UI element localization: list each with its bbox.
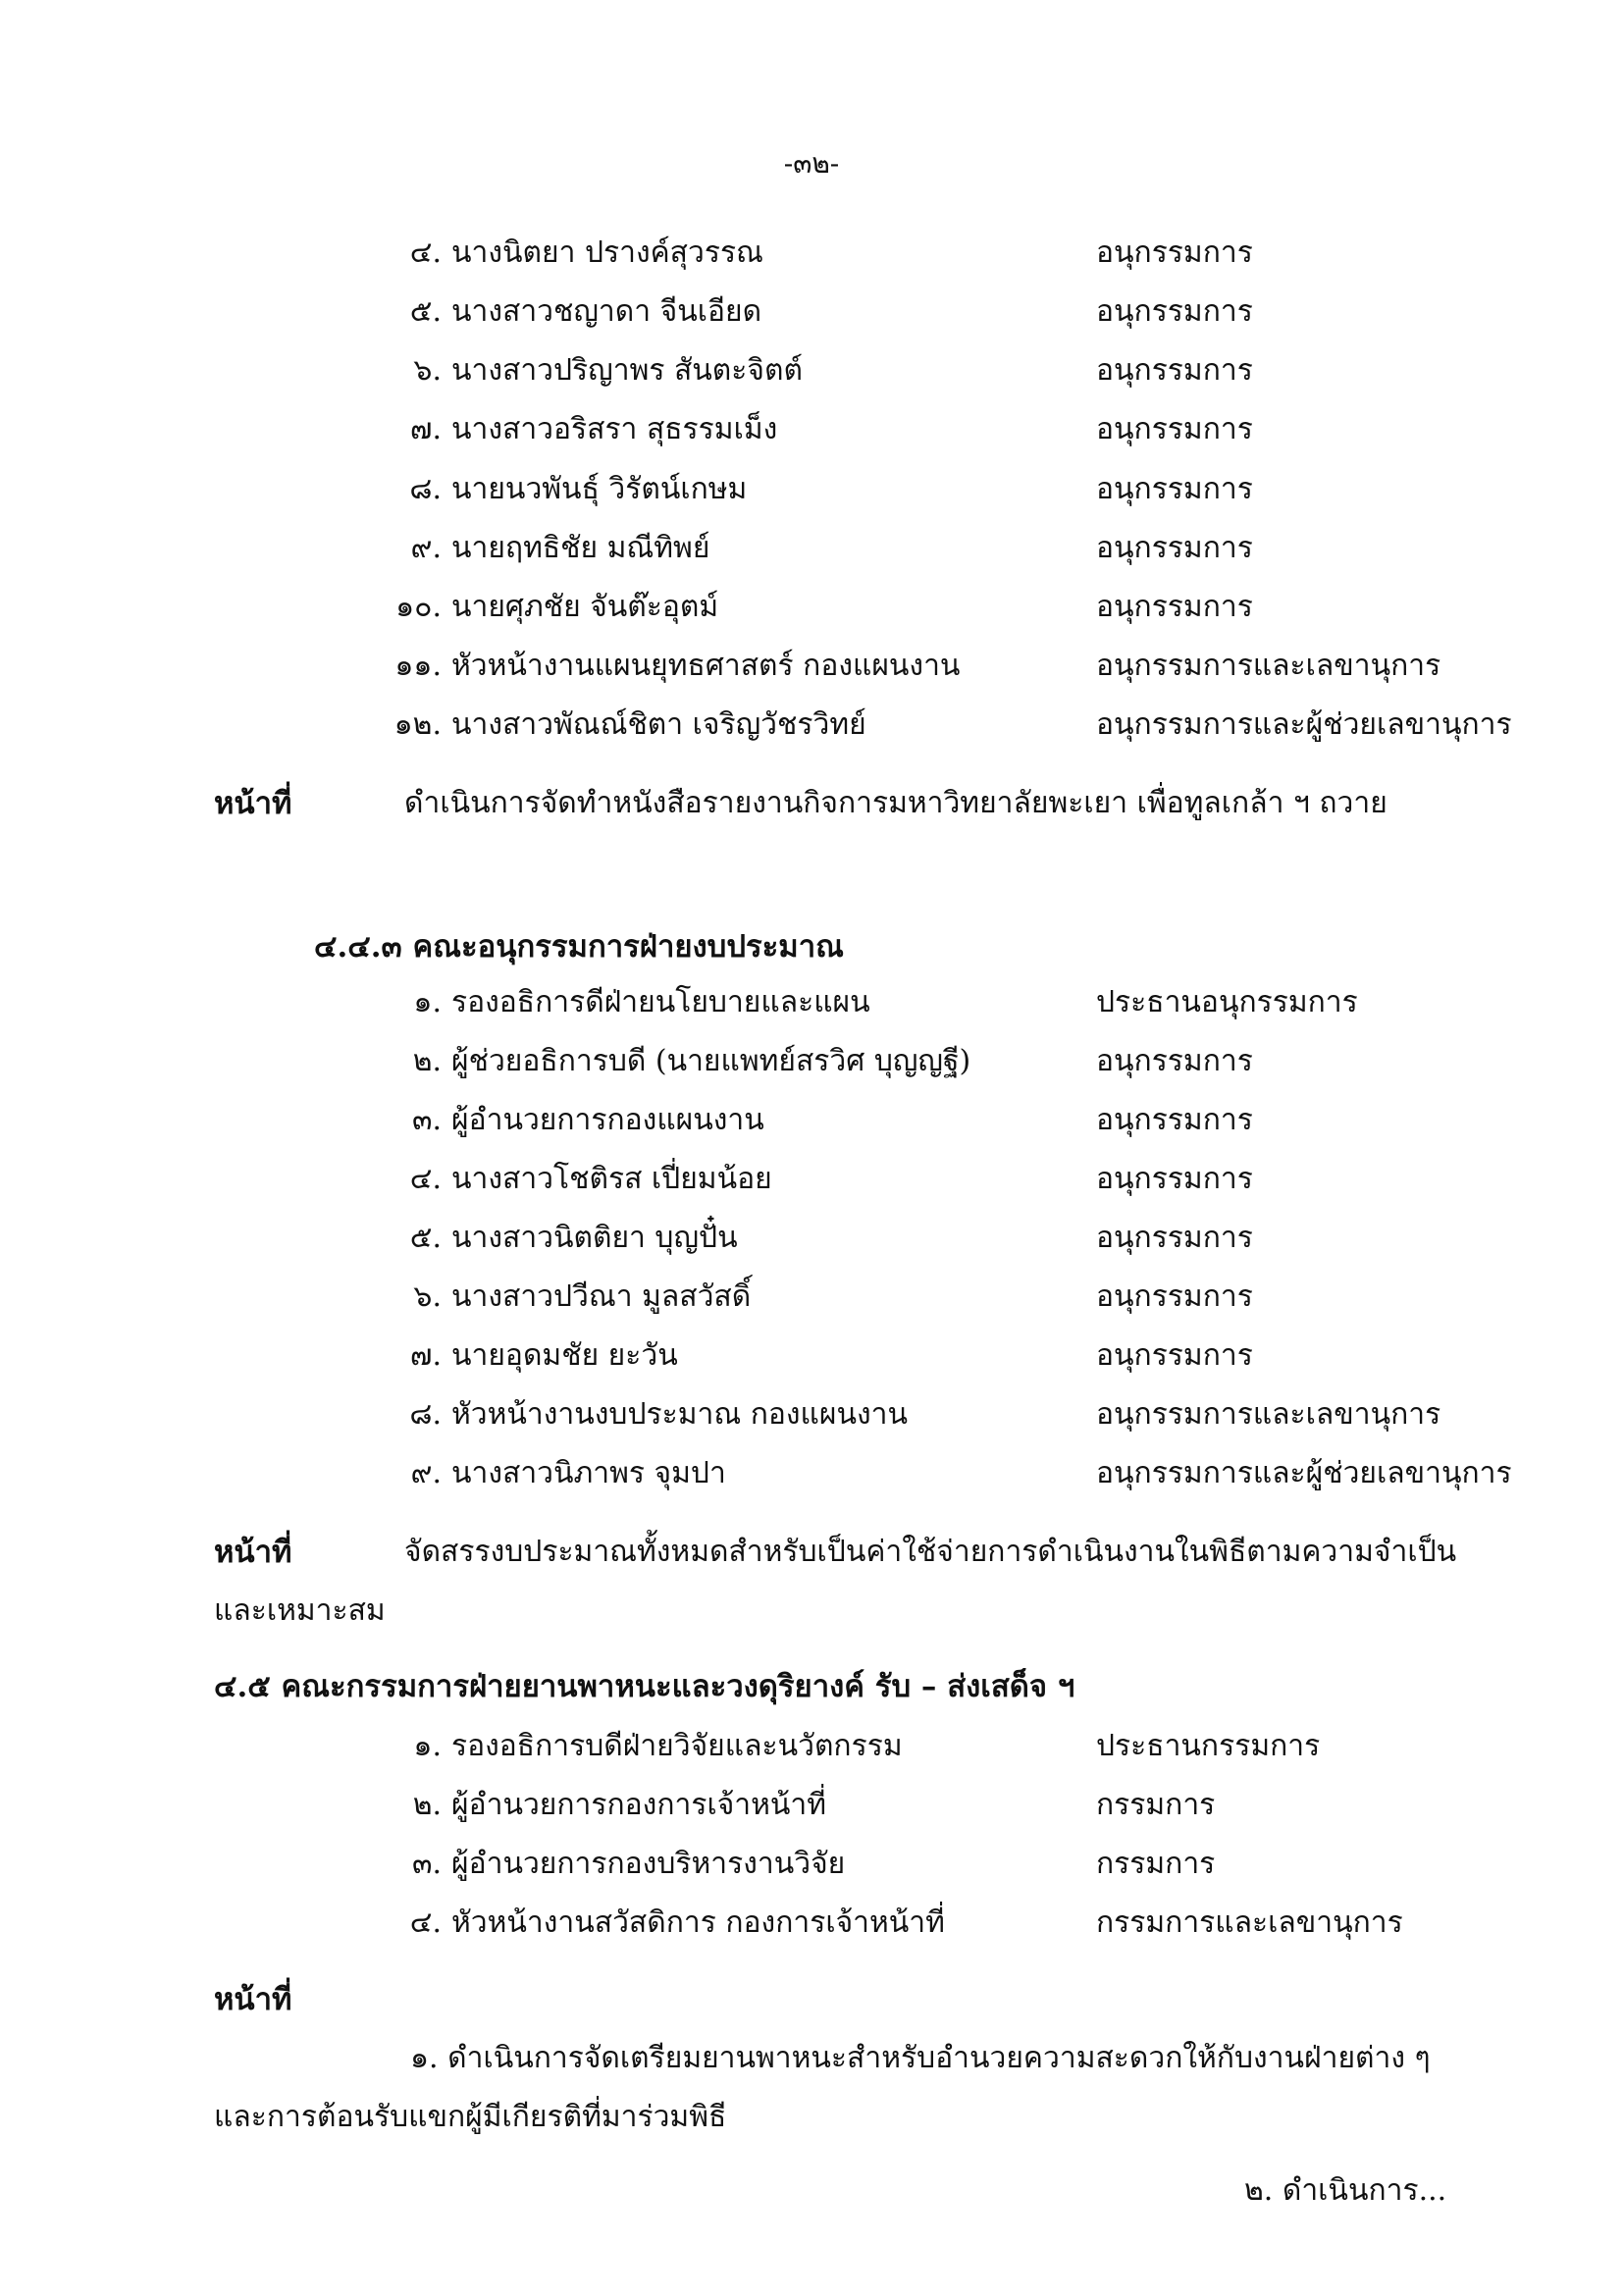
member-role: อนุกรรมการและผู้ช่วยเลขานุการ (1096, 1456, 1512, 1490)
member-role: กรรมการและเลขานุการ (1096, 1905, 1403, 1940)
member-name: นางนิตยา ปรางค์สุวรรณ (451, 235, 763, 270)
member-name: หัวหน้างานสวัสดิการ กองการเจ้าหน้าที่ (451, 1905, 945, 1940)
member-role: อนุกรรมการ (1096, 1338, 1253, 1373)
member-role: อนุกรรมการ (1096, 1162, 1253, 1196)
duty-label: หน้าที่ (214, 786, 292, 821)
member-role: อนุกรรมการ (1096, 412, 1253, 446)
member-name: นายนวพันธุ์ วิรัตน์เกษม (451, 472, 748, 506)
item-number: ๙. (410, 1456, 442, 1490)
item-number: ๒. (412, 1044, 442, 1078)
duty-text-continued: และเหมาะสม (214, 1593, 386, 1628)
member-name: นางสาวนิตติยา บุญปั๋น (451, 1221, 738, 1255)
member-name: ผู้อำนวยการกองบริหารงานวิจัย (451, 1847, 846, 1881)
item-number: ๘. (409, 472, 442, 506)
member-name: นางสาวโชติรส เปี่ยมน้อย (451, 1162, 772, 1196)
item-number: ๓. (411, 1103, 442, 1137)
member-name: นายศุภชัย จันต๊ะอุตม์ (451, 590, 719, 624)
member-role: อนุกรรมการ (1096, 472, 1253, 506)
member-name: นายอุดมชัย ยะวัน (451, 1338, 678, 1373)
item-number: ๗. (409, 412, 442, 446)
item-number: ๑. (413, 985, 442, 1019)
member-name: นางสาวนิภาพร จุมปา (451, 1456, 726, 1490)
member-role: อนุกรรมการ (1096, 590, 1253, 624)
member-name: นางสาวอริสรา สุธรรมเม็ง (451, 412, 778, 446)
member-name: นางสาวปริญาพร สันตะจิตต์ (451, 353, 803, 388)
member-role: อนุกรรมการ (1096, 1279, 1253, 1314)
item-number: ๑๒. (393, 707, 442, 742)
member-role: กรรมการ (1096, 1788, 1216, 1822)
item-number: ๕. (409, 294, 442, 329)
item-number: ๑๑. (394, 649, 442, 683)
member-name: นายฤทธิชัย มณีทิพย์ (451, 531, 710, 565)
duty-item: ๑. ดำเนินการจัดเตรียมยานพาหนะสำหรับอำนวยความสะดวกให้กับงานฝ่ายต่าง ๆ (410, 2041, 1431, 2075)
member-name: ผู้ช่วยอธิการบดี (นายแพทย์สรวิศ บุญญฐี) (451, 1044, 971, 1078)
continuation-note: ๒. ดำเนินการ... (1244, 2173, 1447, 2208)
item-number: ๔. (409, 235, 442, 270)
member-name: รองอธิการบดีฝ่ายวิจัยและนวัตกรรม (451, 1729, 903, 1763)
item-number: ๙. (410, 531, 442, 565)
member-role: อนุกรรมการ (1096, 1103, 1253, 1137)
member-role: อนุกรรมการและเลขานุการ (1096, 649, 1441, 683)
item-number: ๑. (413, 1729, 442, 1763)
member-role: อนุกรรมการ (1096, 531, 1253, 565)
item-number: ๗. (409, 1338, 442, 1373)
duty-text: ดำเนินการจัดทำหนังสือรายงานกิจการมหาวิทยาลัยพะเยา เพื่อทูลเกล้า ฯ ถวาย (404, 786, 1387, 820)
member-role: อนุกรรมการ (1096, 294, 1253, 329)
member-name: รองอธิการดีฝ่ายนโยบายและแผน (451, 985, 870, 1019)
item-number: ๔. (409, 1905, 442, 1940)
item-number: ๑๐. (395, 590, 442, 624)
duty-label: หน้าที่ (214, 1535, 292, 1570)
member-role: อนุกรรมการ (1096, 1044, 1253, 1078)
member-name: นางสาวปวีณา มูลสวัสดิ์ (451, 1279, 752, 1314)
member-name: นางสาวพัณณ์ชิตา เจริญวัชรวิทย์ (451, 707, 866, 742)
page-number: -๓๒- (783, 147, 840, 180)
member-role: กรรมการ (1096, 1847, 1216, 1881)
section-heading: ๔.๕ คณะกรรมการฝ่ายยานพาหนะและวงดุริยางค์ รับ – ส่งเสด็จ ฯ (214, 1669, 1075, 1704)
item-number: ๖. (413, 1279, 442, 1314)
item-number: ๓. (411, 1847, 442, 1881)
item-number: ๒. (412, 1788, 442, 1822)
member-name: นางสาวชญาดา จีนเอียด (451, 294, 762, 329)
member-role: ประธานกรรมการ (1096, 1729, 1321, 1763)
section-heading: ๔.๔.๓ คณะอนุกรรมการฝ่ายงบประมาณ (314, 929, 844, 965)
duty-item-continued: และการต้อนรับแขกผู้มีเกียรติที่มาร่วมพิธี (214, 2100, 727, 2134)
member-role: ประธานอนุกรรมการ (1096, 985, 1358, 1019)
duty-label: หน้าที่ (214, 1982, 292, 2017)
member-role: อนุกรรมการ (1096, 1221, 1253, 1255)
member-role: อนุกรรมการ (1096, 353, 1253, 388)
item-number: ๘. (409, 1397, 442, 1432)
member-role: อนุกรรมการและผู้ช่วยเลขานุการ (1096, 707, 1512, 742)
member-role: อนุกรรมการ (1096, 235, 1253, 270)
member-role: อนุกรรมการและเลขานุการ (1096, 1397, 1441, 1432)
duty-text: จัดสรรงบประมาณทั้งหมดสำหรับเป็นค่าใช้จ่ายการดำเนินงานในพิธีตามความจำเป็น (404, 1535, 1457, 1569)
member-name: ผู้อำนวยการกองแผนงาน (451, 1103, 764, 1137)
item-number: ๖. (413, 353, 442, 388)
member-name: หัวหน้างานแผนยุทธศาสตร์ กองแผนงาน (451, 649, 961, 683)
item-number: ๕. (409, 1221, 442, 1255)
member-name: ผู้อำนวยการกองการเจ้าหน้าที่ (451, 1788, 827, 1822)
item-number: ๔. (409, 1162, 442, 1196)
member-name: หัวหน้างานงบประมาณ กองแผนงาน (451, 1397, 908, 1432)
